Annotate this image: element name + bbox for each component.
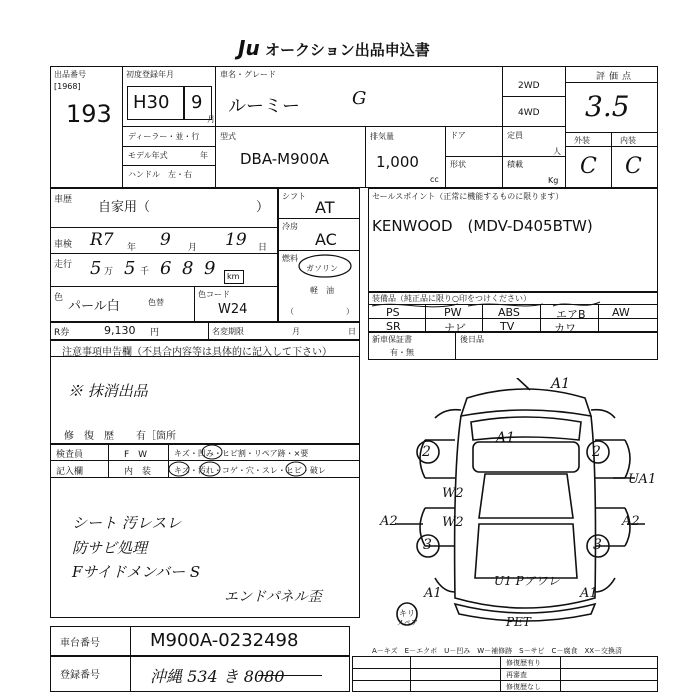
mark-3-left: 3 [423, 537, 432, 553]
name-change-month: 月 [292, 327, 300, 336]
vehicle-name-label: 車名・グレード [220, 70, 276, 79]
equip-ps: PS [386, 306, 400, 319]
equipment-label: 装備品（純正品に限り○印をつけください） [372, 294, 531, 303]
repair-value: 有［箇所 [136, 431, 176, 442]
plate-value: 沖縄 534 き 8080 [150, 667, 285, 686]
inspector-label: 検査員 [56, 450, 84, 460]
mileage-digit-6: 9 [204, 258, 216, 279]
inspection-day-unit: 日 [258, 243, 268, 253]
notes-handwritten: ※ 抹消出品 [68, 382, 148, 400]
mileage-sen: 千 [140, 267, 150, 277]
mark-a1-roof: A1 [496, 430, 516, 446]
capacity-label: 定員 [507, 131, 523, 140]
equipment-strike-marks [368, 296, 608, 316]
mark-a1-top: A1 [551, 376, 571, 392]
entry-label: 記入欄 [56, 467, 84, 477]
mileage-digit-5: 8 [182, 258, 194, 279]
sales-point-section [368, 188, 658, 292]
color-change-label: 色替 [148, 298, 164, 307]
displacement-unit: cc [430, 175, 439, 184]
exterior-label: 外装 [574, 136, 590, 145]
shift-value: AT [315, 198, 335, 217]
load-label: 積載 [507, 160, 523, 169]
legend-row1: 修復歴有り [506, 659, 541, 667]
equip-abs: ABS [498, 306, 520, 319]
interior-label: 内装 [620, 136, 636, 145]
interior-row-label: 内 装 [124, 467, 152, 477]
lot-label: 出品番号 [54, 70, 86, 79]
score-label: 評価点 [596, 72, 636, 82]
mark-w2-a: W2 [442, 486, 464, 501]
model-year-unit: 年 [200, 151, 208, 160]
model-year-label: モデル年式 [128, 151, 168, 160]
fuel-paren-open: （ [286, 307, 294, 316]
score-value: 3.5 [585, 90, 630, 123]
displacement-label: 排気量 [370, 132, 394, 141]
history-label: 車歴 [54, 195, 73, 205]
mark-spare-label: スペア [397, 619, 418, 627]
mileage-digit-2: 5 [124, 258, 136, 279]
capacity-unit: 人 [553, 147, 561, 156]
mark-a2-right: A2 [622, 514, 640, 529]
handnote-2: 防サビ処理 [72, 539, 148, 557]
vehicle-name: ルーミー [228, 96, 300, 117]
shift-label: シフト [282, 192, 306, 201]
shape-label: 形状 [450, 160, 466, 169]
vehicle-grade: G [352, 88, 367, 109]
registration-month-unit: 月 [207, 115, 215, 124]
lot-sub-number: [1968] [54, 82, 81, 91]
name-change-day: 日 [348, 327, 356, 336]
door-label: ドア [450, 131, 466, 140]
mileage-digit-1: 5 [90, 258, 102, 279]
exterior-score: C [580, 154, 597, 179]
drive-4wd: 4WD [518, 108, 540, 118]
registration-month: 9 [191, 92, 203, 113]
history-value: 自家用（ [98, 200, 151, 215]
equip-tv: TV [500, 320, 515, 333]
recycle-row [50, 322, 360, 340]
warranty-options: 有・無 [390, 348, 414, 357]
interior-score: C [625, 154, 642, 179]
inspection-month: 9 [160, 230, 171, 250]
color-code-label: 色コード [198, 290, 230, 299]
handnote-4: エンドパネル歪 [224, 589, 322, 605]
mileage-unit: km [227, 272, 240, 281]
dealer-label: ディーラー・並・行 [128, 132, 200, 141]
interior-items: キズ・汚れ・コゲ・穴・スレ・ヒビ・破レ [174, 466, 326, 475]
legend-row2: 再審査 [506, 671, 527, 679]
inspection-label: 車検 [54, 240, 73, 250]
displacement-value: 1,000 [376, 153, 419, 171]
registration-label: 初度登録年月 [126, 70, 174, 79]
equip-navi: ナビ [444, 322, 466, 335]
rear-label: 後日品 [460, 335, 484, 344]
registration-year: H30 [133, 92, 170, 113]
equip-airbag: エアB [556, 308, 586, 321]
chassis-label: 車台番号 [60, 638, 100, 649]
legend-items: A－キズ E－エクボ U－凹み W－補修跡 S－サビ C－腐食 XX－交換済 [372, 647, 623, 655]
legend-table [352, 656, 658, 692]
mark-spare: キリ [399, 609, 415, 618]
inspection-year-unit: 年 [127, 243, 137, 253]
mark-a2-left: A2 [380, 514, 398, 529]
auction-logo: Ju [238, 36, 260, 60]
name-change-label: 名変期限 [212, 327, 244, 336]
color-value: パール白 [68, 299, 120, 314]
equip-leather: カワ [554, 322, 576, 335]
lot-number: 193 [66, 100, 112, 128]
recycle-amount: 9,130 [104, 324, 136, 337]
fuel-paren-close: ） [346, 307, 354, 316]
fw-items: キズ・凹み・ヒビ割・リペア跡・×要 [174, 449, 309, 458]
mark-u1: U1 Pアワレ [494, 574, 560, 588]
inspection-day: 19 [225, 230, 247, 250]
inspection-era: R7 [90, 230, 114, 250]
handle-label: ハンドル 左・右 [128, 170, 192, 179]
equip-pw: PW [444, 306, 462, 319]
color-label: 色 [54, 293, 64, 303]
cooling-value: AC [315, 230, 337, 249]
color-code: W24 [218, 302, 248, 317]
load-unit: Kg [548, 176, 559, 185]
recycle-label: R券 [54, 328, 70, 338]
mark-a1-left: A1 [424, 586, 442, 601]
plate-label: 登録番号 [60, 670, 100, 681]
fuel-diesel: 軽 油 [310, 286, 334, 295]
fw-label: F W [124, 450, 148, 460]
inspection-month-unit: 月 [188, 243, 198, 253]
drive-2wd: 2WD [518, 81, 540, 91]
fuel-label: 燃料 [282, 254, 298, 263]
mark-a1-right: A1 [580, 586, 598, 601]
recycle-unit: 円 [150, 328, 160, 338]
mark-2-right: 2 [592, 444, 601, 460]
handnote-3: Fサイドメンバー S [72, 563, 201, 581]
form-title: オークション出品申込書 [265, 41, 430, 59]
chassis-value: M900A-0232498 [150, 630, 299, 651]
warranty-label: 新車保証書 [372, 335, 412, 344]
fuel-gasoline: ガソリン [306, 264, 338, 273]
mileage-label: 走行 [54, 260, 73, 270]
mark-3-right: 3 [593, 537, 602, 553]
mileage-digit-4: 6 [160, 258, 172, 279]
repair-label: 修 復 歴 [64, 431, 114, 442]
equip-aw: AW [612, 306, 630, 319]
inspector-circle-marks [168, 444, 360, 478]
sales-point-value: KENWOOD (MDV-D405BTW) [372, 217, 593, 235]
mark-w2-b: W2 [442, 515, 464, 530]
fuel-circle-mark [296, 253, 354, 279]
mark-2-left: 2 [422, 444, 431, 460]
model-label: 型式 [220, 132, 236, 141]
handnote-1: シート 汚レスレ [72, 514, 182, 532]
mileage-man: 万 [104, 267, 114, 277]
cooling-label: 冷房 [282, 222, 298, 231]
notes-label: 注意事項申告欄（不具合内容等は具体的に記入して下さい） [62, 347, 332, 358]
legend-row3: 修復歴なし [506, 683, 541, 691]
mark-pet: PET [506, 615, 531, 629]
mark-ua1: UA1 [628, 472, 657, 487]
equip-sr: SR [386, 320, 401, 333]
model-value: DBA-M900A [240, 150, 330, 168]
sales-point-label: セールスポイント（正常に機能するものに限ります） [372, 192, 564, 201]
history-close: ） [256, 200, 270, 215]
